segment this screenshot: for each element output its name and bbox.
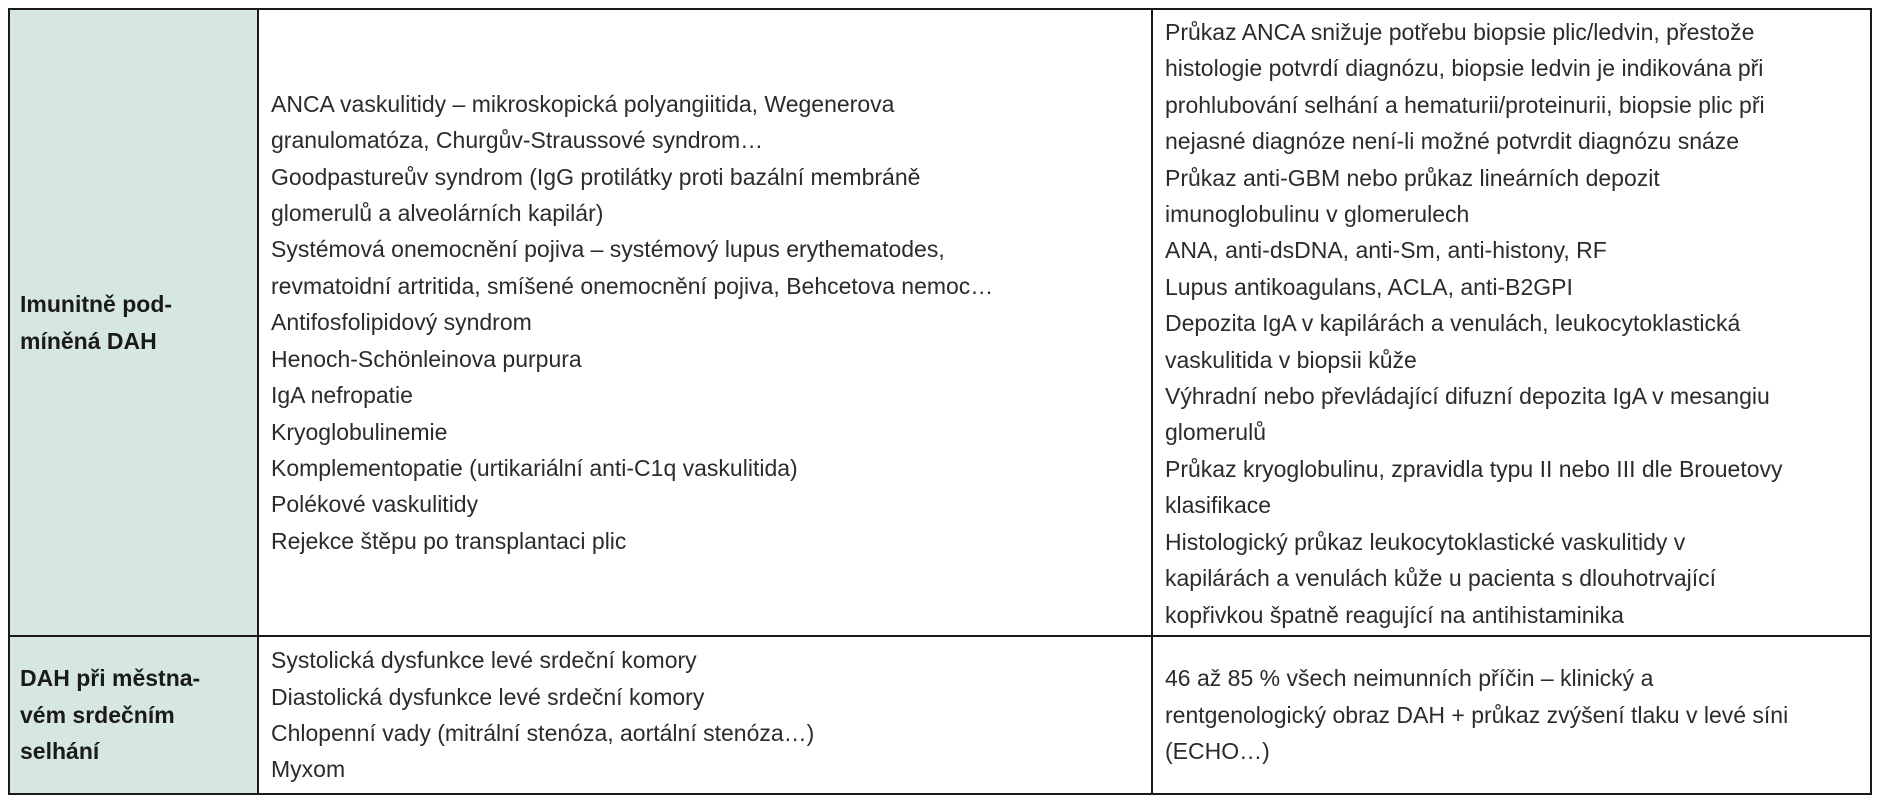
diagnosis-line: nejasné diagnóze není-li možné potvrdit diagnózu snáze <box>1165 128 1740 155</box>
cause-line: Chlopenní vady (mitrální stenóza, aortální stenóza…) <box>271 720 815 746</box>
diagnosis-line: ANA, anti-dsDNA, anti-Sm, anti-histony, RF <box>1165 237 1607 264</box>
diagnosis-cell <box>1152 9 1871 636</box>
causes-cell <box>258 636 1152 794</box>
diagnosis-line: glomerulů <box>1165 419 1266 446</box>
cause-line: ANCA vaskulitidy – mikroskopická polyangiitida, Wegenerova <box>271 90 895 117</box>
row-label-line: Imunitně pod- <box>20 291 173 318</box>
diagnosis-line: kopřivkou špatně reagující na antihistaminika <box>1165 601 1624 628</box>
diagnosis-line: klasifikace <box>1165 492 1272 519</box>
cause-line: Systémová onemocnění pojiva – systémový lupus erythematodes, <box>271 236 945 263</box>
cause-line: Systolická dysfunkce levé srdeční komory <box>271 647 697 674</box>
cause-line: Kryoglobulinemie <box>271 418 448 445</box>
cause-line: Polékové vaskulitidy <box>271 491 479 518</box>
diagnosis-line: kapilárách a venulách kůže u pacienta s dlouhotrvající <box>1165 565 1717 592</box>
row-label-cell <box>9 636 258 794</box>
cause-line: IgA nefropatie <box>271 382 413 409</box>
diagnosis-line: vaskulitida v biopsii kůže <box>1165 346 1417 373</box>
diagnosis-line: Výhradní nebo převládající difuzní depozita IgA v mesangiu <box>1165 383 1770 410</box>
diagnosis-line: histologie potvrdí diagnózu, biopsie ledvin je indikována při <box>1165 55 1764 82</box>
diagnosis-line: Průkaz ANCA snižuje potřebu biopsie plic/ledvin, přestože <box>1165 19 1755 45</box>
diagnosis-line: prohlubování selhání a hematurii/proteinurii, biopsie plic při <box>1165 91 1765 118</box>
diagnosis-line: 46 až 85 % všech neimunních příčin – klinický a <box>1165 665 1654 692</box>
table-row-immune <box>9 9 1871 636</box>
table-row-cardiac <box>9 636 1871 794</box>
diagnosis-line: (ECHO…) <box>1165 738 1270 765</box>
cause-line: Rejekce štěpu po transplantaci plic <box>271 527 627 554</box>
diagnosis-cell <box>1152 636 1871 794</box>
diagnosis-line: Depozita IgA v kapilárách a venulách, leukocytoklastická <box>1165 310 1741 337</box>
cause-line: revmatoidní artritida, smíšené onemocnění pojiva, Behcetova nemoc… <box>271 272 994 299</box>
diagnosis-line: Lupus antikoagulans, ACLA, anti-B2GPI <box>1165 273 1573 300</box>
cause-line: Antifosfolipidový syndrom <box>271 309 532 336</box>
dah-table <box>8 8 1872 795</box>
cause-line: granulomatóza, Churgův-Straussové syndrom… <box>271 127 764 154</box>
diagnosis-line: Průkaz kryoglobulinu, zpravidla typu II nebo III dle Brouetovy <box>1165 455 1783 482</box>
row-label-line: selhání <box>20 738 100 765</box>
row-label-cell <box>9 9 258 636</box>
diagnosis-line: Průkaz anti-GBM nebo průkaz lineárních depozit <box>1165 164 1660 191</box>
cause-line: Komplementopatie (urtikariální anti-C1q vaskulitida) <box>271 454 798 481</box>
diagnosis-line: rentgenologický obraz DAH + průkaz zvýšení tlaku v levé síni <box>1165 701 1789 728</box>
cause-line: Diastolická dysfunkce levé srdeční komory <box>271 683 705 710</box>
row-label-line: míněná DAH <box>20 327 157 354</box>
row-label-line: vém srdečním <box>20 701 175 728</box>
cause-line: Goodpastureův syndrom (IgG protilátky proti bazální membráně <box>271 163 921 190</box>
diagnosis-line: imunoglobulinu v glomerulech <box>1165 201 1470 228</box>
row-label-line: DAH při městna- <box>20 665 201 692</box>
cause-line: Henoch-Schönleinova purpura <box>271 345 582 372</box>
causes-cell <box>258 9 1152 636</box>
diagnosis-line: Histologický průkaz leukocytoklastické vaskulitidy v <box>1165 528 1686 555</box>
cause-line: Myxom <box>271 756 346 783</box>
cause-line: glomerulů a alveolárních kapilár) <box>271 200 604 227</box>
